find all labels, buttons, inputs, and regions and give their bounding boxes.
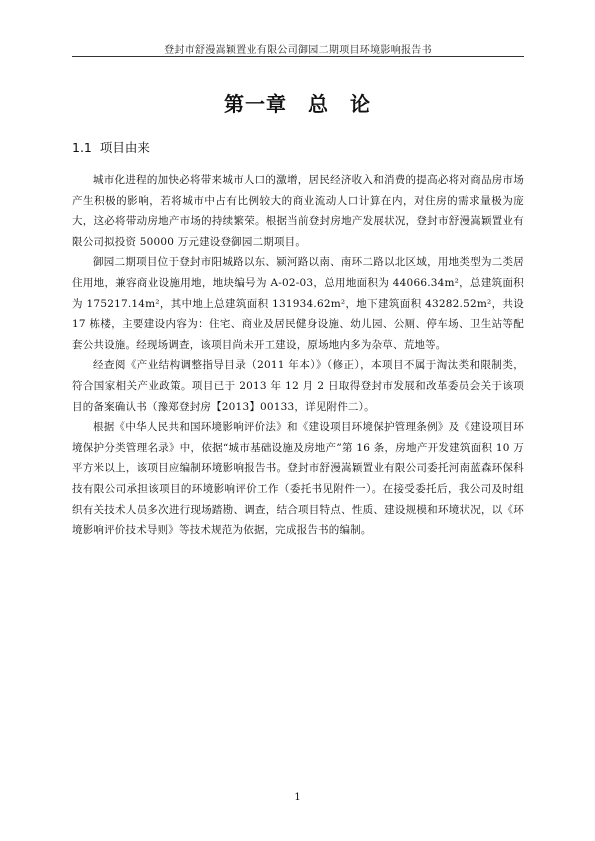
paragraph: 根据《中华人民共和国环境影响评价法》和《建设项目环境保护管理条例》及《建设项目环境保护分类管理名录》中，依据“城市基础设施及房地产”第 16 条，房地产开发建筑面积 10 万平方米以上，该项目应编制环境影响报告书。登封市舒漫嵩颖置业有限公司委托河南蓝森环保科技有限公司承担该项目的环境影响评价工作（委托书见附件一）。在接受委托后，我公司及时组织有关技术人员多次进行现场踏勘、调查，结合项目特点、性质、建设规模和环境状况，以《环境影响评价技术导则》等技术规范为依据，完成报告书的编制。 — [72, 421, 524, 537]
paragraph: 经查阅《产业结构调整指导目录（2011 年本）》（修正），本项目不属于淘汰类和限制类，符合国家相关产业政策。项目已于 2013 年 12 月 2 日取得登封市发展和改革委员会关于该项目的备案确认书（豫郑登封房【2013】00133，详见附件二）。 — [72, 359, 524, 413]
section-title: 项目由来 — [99, 140, 150, 155]
body-text — [72, 170, 524, 541]
section-number: 1.1 — [72, 140, 92, 155]
chapter-title: 第一章 总 论 — [224, 92, 371, 116]
running-header: 登封市舒漫嵩颖置业有限公司御园二期项目环境影响报告书 — [164, 45, 432, 56]
paragraph: 御园二期项目位于登封市阳城路以东、颍河路以南、南环二路以北区域，用地类型为二类居住用地，兼容商业设施用地，地块编号为 A-02-03，总用地面积为 44066.34m²，总建筑面积为 175217.14m²，其中地上总建筑面积 131934.62m²，地下建筑面积 43282.52m²，共设 17 栋楼，主要建设内容为：住宅、商业及居民健身设施、幼儿园、公厕、停车场、卫生站等配套公共设施。经现场调查，该项目尚未开工建设，原场地内多为杂草、荒地等。 — [72, 256, 524, 351]
page-number: 1 — [294, 792, 301, 803]
header-divider — [72, 56, 524, 57]
section-heading — [72, 138, 150, 156]
paragraph: 城市化进程的加快必将带来城市人口的激增，居民经济收入和消费的提高必将对商品房市场产生积极的影响，若将城市中占有比例较大的商业流动人口计算在内，对住房的需求量极为庞大，这必将带动房地产市场的持续繁荣。根据当前登封房地产发展状况，登封市舒漫嵩颖置业有限公司拟投资 50000 万元建设登御园二期项目。 — [72, 174, 524, 248]
